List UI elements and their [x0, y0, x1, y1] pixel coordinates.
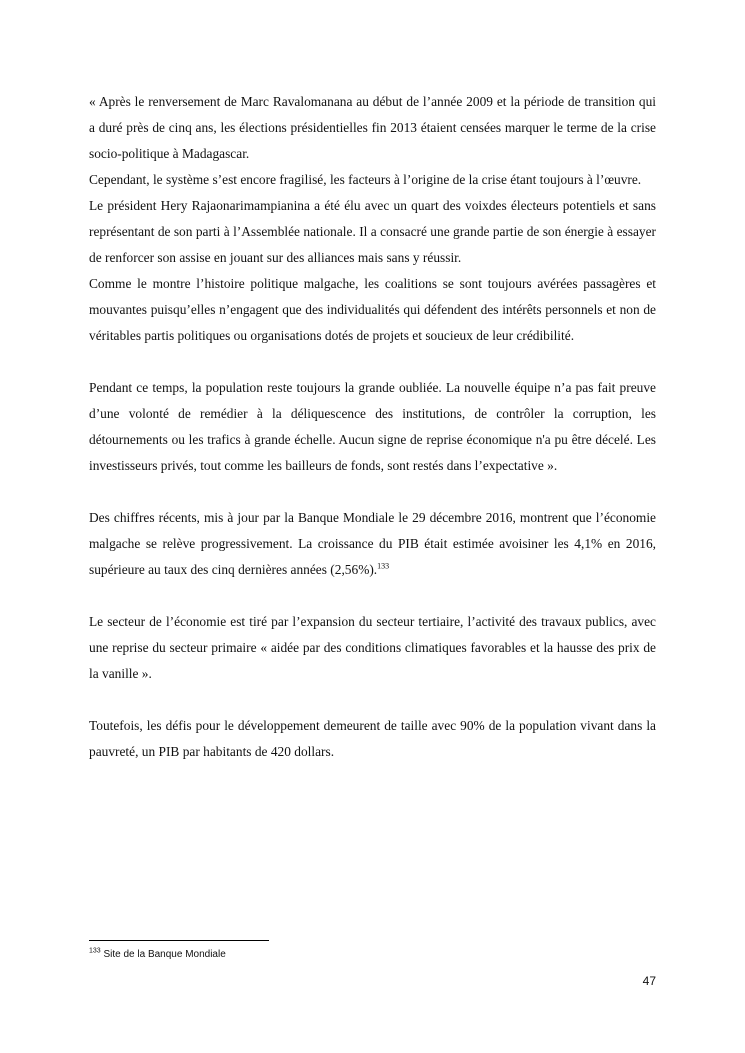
paragraph: Toutefois, les défis pour le développement demeurent de taille avec 90% de la population vivant dans la pauvreté, un PIB par habitants de 420 dollars. — [89, 718, 656, 759]
paragraph-spacer — [89, 687, 656, 713]
paragraph-spacer — [89, 479, 656, 505]
paragraph-spacer — [89, 583, 656, 609]
body-text — [89, 89, 656, 765]
paragraph: « Après le renversement de Marc Ravalomanana au début de l’année 2009 et la période de transition qui a duré près de cinq ans, les élections présidentielles fin 2013 étaient censées marquer le terme de la crise socio-politique à Madagascar. — [89, 94, 656, 161]
footnote-reference[interactable]: 133 — [377, 561, 390, 571]
footnote-text: Site de la Banque Mondiale — [103, 949, 226, 960]
paragraph: Cependant, le système s’est encore fragilisé, les facteurs à l’origine de la crise étant toujours à l’œuvre. — [89, 172, 642, 187]
page-number: 47 — [642, 974, 656, 988]
paragraph: Le président Hery Rajaonarimampianina a été élu avec un quart des voixdes électeurs potentiels et sans représentant de son parti à l’Assemblée nationale. Il a consacré une grande partie de son énergie à essayer de renforcer son assise en jouant sur des alliances mais sans y réussir. — [89, 198, 656, 265]
paragraph — [89, 505, 656, 583]
paragraph: Pendant ce temps, la population reste toujours la grande oubliée. La nouvelle équipe n’a pas fait preuve d’une volonté de remédier à la déliquescence des institutions, de contrôler la corruption, les détournements ou les trafics à grande échelle. Aucun signe de reprise économique n'a pu être décelé. Les investisseurs privés, tout comme les bailleurs de fonds, sont restés dans l’expectative ». — [89, 380, 656, 473]
footnote — [89, 948, 489, 962]
footnote-separator — [89, 940, 269, 941]
paragraph: Le secteur de l’économie est tiré par l’expansion du secteur tertiaire, l’activité des travaux publics, avec une reprise du secteur primaire « aidée par des conditions climatiques favorables et la hausse des prix de la vanille ». — [89, 614, 656, 681]
paragraph-text: Des chiffres récents, mis à jour par la Banque Mondiale le 29 décembre 2016, montrent que l’économie malgache se relève progressivement. La croissance du PIB était estimée avoisiner les 4,1% en 2016, supérieure au taux des cinq dernières années (2,56%). — [89, 510, 656, 577]
paragraph-spacer — [89, 349, 656, 375]
footnote-number: 133 — [89, 947, 101, 955]
paragraph: Comme le montre l’histoire politique malgache, les coalitions se sont toujours avérées passagères et mouvantes puisqu’elles n’engagent que des individualités qui défendent des intérêts personnels et non de véritables partis politiques ou organisations dotés de projets et soucieux de leur crédibilité. — [89, 276, 656, 343]
